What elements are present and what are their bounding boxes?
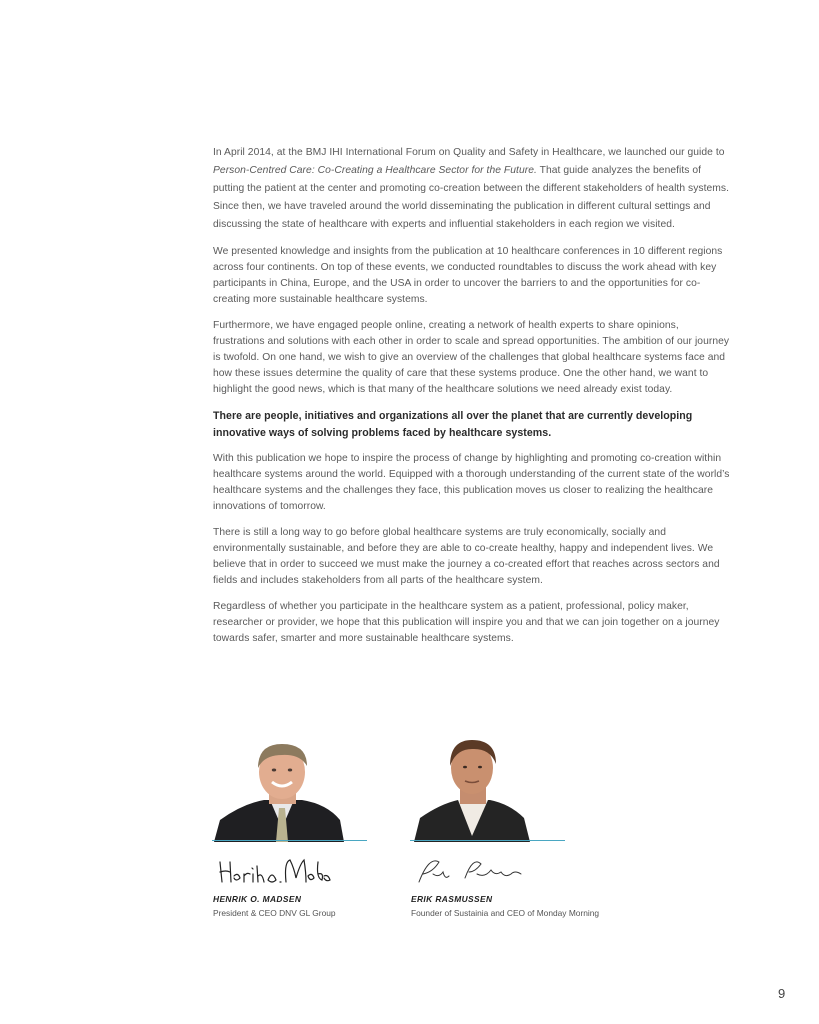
paragraph-1-intro: In April 2014, at the BMJ IHI International Forum on Quality and Safety in Healthcare, we launched our guide to	[213, 147, 725, 158]
portrait-henrik-madsen	[212, 738, 367, 842]
paragraph-5: With this publication we hope to inspire the process of change by highlighting and promoting co-creation within healthcare systems around the world. Equipped with a thorough understanding of the current state of the world’s healthcare systems and the challenges they face, this publication moves us closer to realizing the healthcare innovations of tomorrow.	[213, 453, 730, 512]
signatory-title-right: Founder of Sustainia and CEO of Monday Morning	[411, 908, 600, 918]
signatory-name-left: HENRIK O. MADSEN	[213, 894, 302, 904]
page-number: 9	[778, 986, 786, 1001]
paragraph-7: Regardless of whether you participate in the healthcare system as a patient, professional, policy maker, researcher or provider, we hope that this publication will inspire you and that we can join together on a journey towards safer, smarter and more sustainable healthcare systems.	[213, 601, 720, 644]
paragraph-6: There is still a long way to go before global healthcare systems are truly economically, socially and environmentally sustainable, and before they are able to co-create healthy, happy and independent lives. We believe that in order to succeed we must make the journey a co-created effort that reaches across sectors and fields and includes stakeholders from all parts of the healthcare system.	[213, 527, 720, 586]
signature-erik-image	[415, 852, 525, 888]
signature-henrik-image	[216, 852, 331, 888]
portrait-henrik-image	[212, 738, 367, 842]
paragraph-1	[213, 144, 731, 234]
signatory-name-right: ERIK RASMUSSEN	[411, 894, 493, 904]
body-text	[213, 144, 731, 657]
portrait-right-underline	[410, 840, 565, 841]
portrait-left-underline	[212, 840, 367, 841]
highlight-statement: There are people, initiatives and organizations all over the planet that are currently developing innovative ways of solving problems faced by healthcare systems.	[213, 410, 693, 439]
guide-title: Person-Centred Care: Co-Creating a Healthcare Sector for the Future.	[213, 165, 537, 176]
signature-henrik-madsen	[216, 852, 331, 888]
portrait-erik-rasmussen	[410, 738, 565, 842]
paragraph-1-rest: That guide analyzes the benefits of putting the patient at the center and promoting co-creation between the different stakeholders of health systems. Since then, we have traveled around the world disseminating the publication in different cultural settings and discussing the state of healthcare with experts and influential stakeholders in each region we visited.	[213, 165, 730, 230]
paragraph-3: Furthermore, we have engaged people online, creating a network of health experts to share opinions, frustrations and solutions with each other in order to scale and spread opportunities. The ambition of our journey is twofold. On one hand, we wish to give an overview of the challenges that global healthcare systems face and how these issues determine the quality of care that these systems produce. One the other hand, we want to highlight the good news, which is that many of the healthcare solutions we need already exist today.	[213, 320, 730, 395]
paragraph-2: We presented knowledge and insights from the publication at 10 healthcare conferences in 10 different regions across four continents. On top of these events, we conducted roundtables to discuss the work ahead with key participants in China, Europe, and the USA in order to uncover the barriers to and the opportunities for co-creating more sustainable healthcare systems.	[213, 246, 723, 305]
signatory-title-left: President & CEO DNV GL Group	[213, 908, 336, 918]
portrait-erik-image	[410, 738, 565, 842]
signature-erik-rasmussen	[415, 852, 525, 888]
